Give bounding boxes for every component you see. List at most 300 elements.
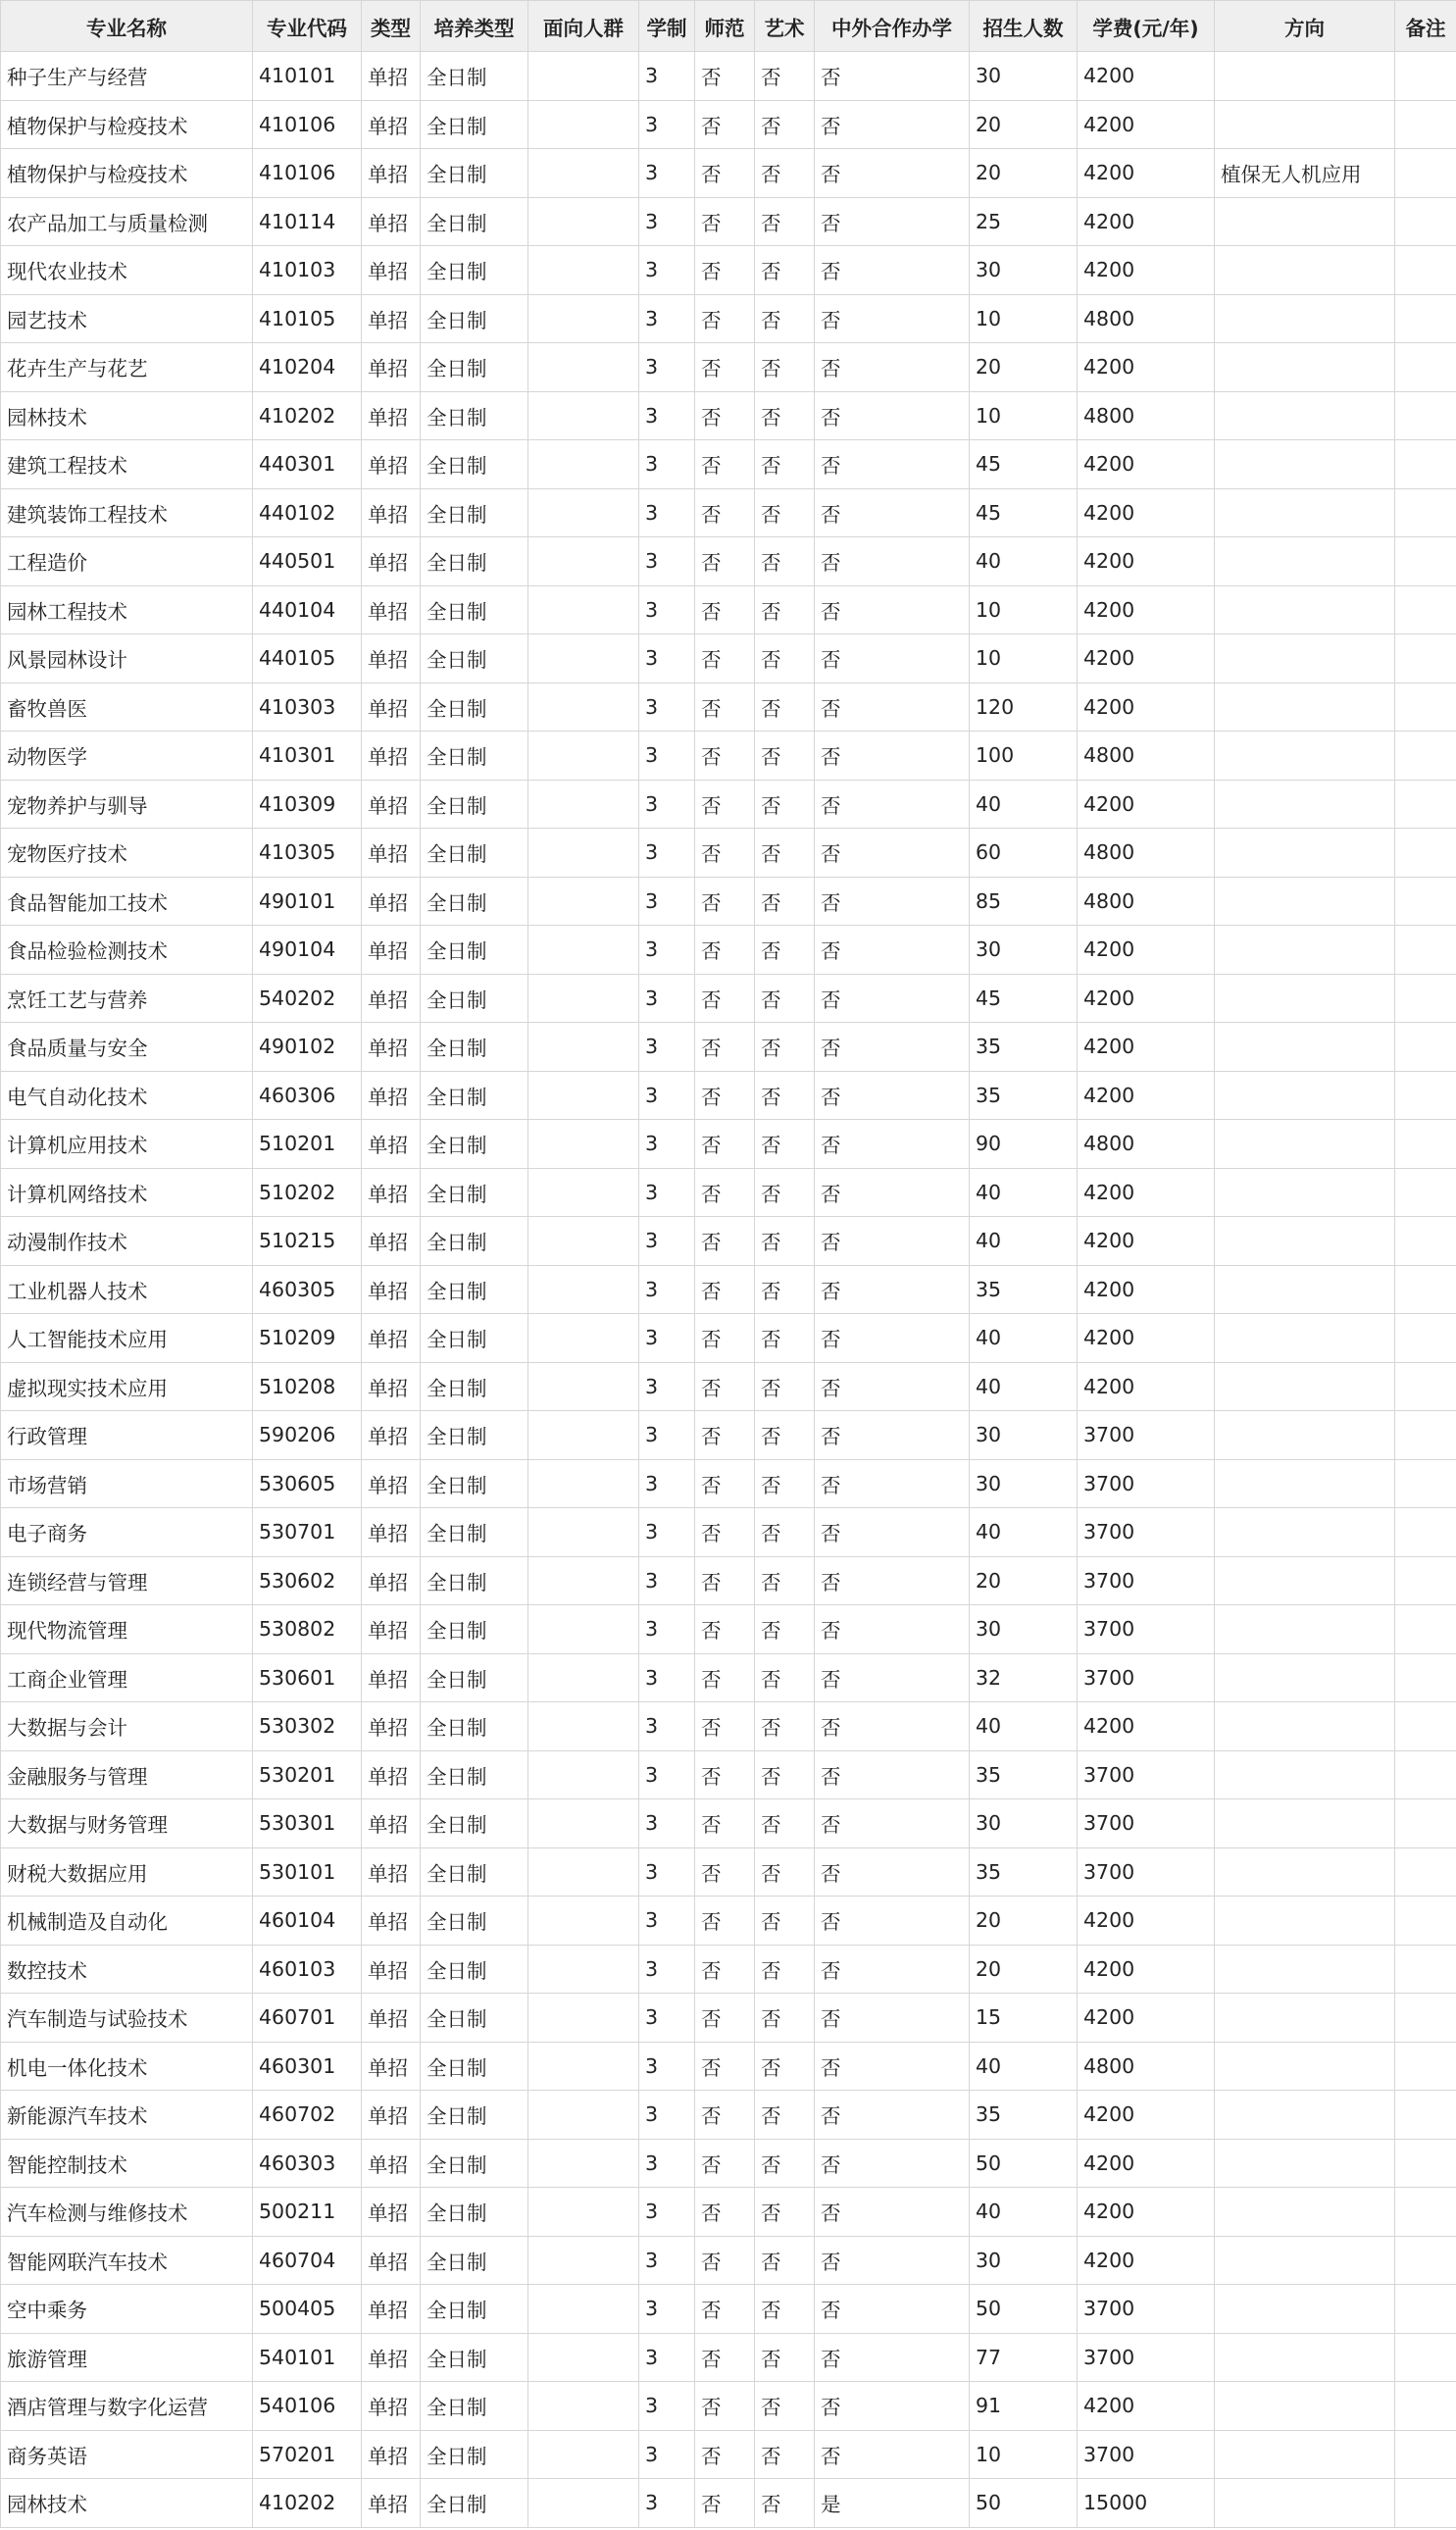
cell-major-code: 510215 [253,1217,362,1266]
cell-tuition: 4800 [1078,1120,1215,1169]
table-row [1,683,1456,732]
table-row [1,2333,1456,2382]
cell-enrollment: 35 [970,1023,1078,1072]
cell-joint-program: 否 [815,1314,970,1363]
cell-art: 否 [755,683,815,732]
cell-major-code: 410103 [253,246,362,295]
cell-major-name: 人工智能技术应用 [1,1314,253,1363]
cell-enrollment: 35 [970,1265,1078,1314]
cell-training-type: 全日制 [421,1653,528,1702]
cell-type: 单招 [362,2382,421,2431]
cell-major-name: 花卉生产与花艺 [1,343,253,392]
table-row [1,294,1456,343]
cell-direction [1215,1994,1395,2043]
cell-tuition: 4800 [1078,391,1215,440]
cell-target-group [528,343,639,392]
cell-tuition: 4200 [1078,2382,1215,2431]
table-row [1,1556,1456,1605]
cell-normal: 否 [695,488,755,537]
cell-remarks [1395,877,1456,926]
cell-normal: 否 [695,537,755,586]
header-target-group: 面向人群 [528,1,639,52]
cell-tuition: 4200 [1078,149,1215,198]
cell-training-type: 全日制 [421,683,528,732]
table-row [1,149,1456,198]
cell-type: 单招 [362,537,421,586]
cell-art: 否 [755,1750,815,1799]
cell-major-name: 食品检验检测技术 [1,926,253,975]
cell-normal: 否 [695,1411,755,1460]
cell-art: 否 [755,2430,815,2479]
cell-training-type: 全日制 [421,877,528,926]
cell-major-name: 计算机应用技术 [1,1120,253,1169]
cell-major-code: 460303 [253,2139,362,2188]
cell-major-name: 旅游管理 [1,2333,253,2382]
cell-type: 单招 [362,2285,421,2334]
cell-direction [1215,1459,1395,1508]
cell-target-group [528,1799,639,1848]
cell-art: 否 [755,1120,815,1169]
cell-normal: 否 [695,1508,755,1557]
cell-enrollment: 40 [970,1217,1078,1266]
cell-major-name: 园林技术 [1,2479,253,2528]
cell-major-name: 市场营销 [1,1459,253,1508]
cell-normal: 否 [695,100,755,149]
table-row [1,974,1456,1023]
cell-joint-program: 否 [815,1411,970,1460]
cell-major-code: 490101 [253,877,362,926]
cell-major-code: 440102 [253,488,362,537]
cell-normal: 否 [695,1653,755,1702]
cell-enrollment: 30 [970,1459,1078,1508]
cell-target-group [528,732,639,781]
cell-target-group [528,1702,639,1751]
table-row [1,1653,1456,1702]
cell-joint-program: 否 [815,1265,970,1314]
cell-remarks [1395,683,1456,732]
cell-training-type: 全日制 [421,1605,528,1654]
table-row [1,1168,1456,1217]
cell-major-code: 590206 [253,1411,362,1460]
cell-normal: 否 [695,1071,755,1120]
cell-training-type: 全日制 [421,974,528,1023]
cell-tuition: 4200 [1078,246,1215,295]
cell-major-code: 530601 [253,1653,362,1702]
cell-tuition: 15000 [1078,2479,1215,2528]
table-row [1,1605,1456,1654]
cell-type: 单招 [362,294,421,343]
cell-art: 否 [755,149,815,198]
cell-duration: 3 [639,294,695,343]
cell-training-type: 全日制 [421,149,528,198]
cell-major-code: 460701 [253,1994,362,2043]
cell-joint-program: 否 [815,1071,970,1120]
cell-duration: 3 [639,877,695,926]
cell-major-name: 金融服务与管理 [1,1750,253,1799]
cell-remarks [1395,1023,1456,1072]
cell-major-name: 虚拟现实技术应用 [1,1362,253,1411]
cell-training-type: 全日制 [421,1897,528,1946]
cell-duration: 3 [639,488,695,537]
cell-enrollment: 100 [970,732,1078,781]
table-row [1,100,1456,149]
cell-joint-program: 否 [815,2430,970,2479]
cell-enrollment: 40 [970,1314,1078,1363]
cell-type: 单招 [362,197,421,246]
cell-major-name: 食品质量与安全 [1,1023,253,1072]
cell-type: 单招 [362,391,421,440]
cell-enrollment: 20 [970,1556,1078,1605]
cell-direction [1215,974,1395,1023]
table-row [1,343,1456,392]
cell-duration: 3 [639,2091,695,2140]
cell-direction [1215,2479,1395,2528]
cell-direction [1215,100,1395,149]
table-row [1,2091,1456,2140]
cell-enrollment: 40 [970,1702,1078,1751]
table-row [1,1023,1456,1072]
header-major-code: 专业代码 [253,1,362,52]
cell-art: 否 [755,585,815,634]
cell-remarks [1395,926,1456,975]
cell-type: 单招 [362,2042,421,2091]
cell-type: 单招 [362,877,421,926]
cell-art: 否 [755,1265,815,1314]
cell-major-name: 动漫制作技术 [1,1217,253,1266]
table-row [1,1799,1456,1848]
cell-joint-program: 否 [815,1023,970,1072]
cell-joint-program: 否 [815,1217,970,1266]
cell-direction [1215,2285,1395,2334]
header-normal: 师范 [695,1,755,52]
cell-normal: 否 [695,1217,755,1266]
cell-major-name: 商务英语 [1,2430,253,2479]
cell-remarks [1395,1994,1456,2043]
cell-remarks [1395,294,1456,343]
cell-tuition: 4200 [1078,585,1215,634]
cell-duration: 3 [639,537,695,586]
table-row [1,246,1456,295]
cell-training-type: 全日制 [421,1265,528,1314]
cell-joint-program: 否 [815,100,970,149]
table-row [1,52,1456,101]
cell-target-group [528,1362,639,1411]
cell-type: 单招 [362,683,421,732]
cell-normal: 否 [695,1459,755,1508]
cell-duration: 3 [639,1847,695,1897]
cell-art: 否 [755,2333,815,2382]
cell-major-code: 440501 [253,537,362,586]
cell-joint-program: 否 [815,1508,970,1557]
cell-joint-program: 否 [815,2042,970,2091]
cell-tuition: 4200 [1078,1362,1215,1411]
cell-enrollment: 32 [970,1653,1078,1702]
cell-duration: 3 [639,1411,695,1460]
cell-training-type: 全日制 [421,2430,528,2479]
cell-art: 否 [755,488,815,537]
table-row [1,634,1456,683]
cell-art: 否 [755,926,815,975]
cell-target-group [528,2042,639,2091]
table-body [1,52,1456,2528]
cell-normal: 否 [695,52,755,101]
cell-art: 否 [755,1217,815,1266]
cell-major-code: 460301 [253,2042,362,2091]
cell-direction [1215,2188,1395,2237]
cell-target-group [528,1168,639,1217]
cell-major-code: 530101 [253,1847,362,1897]
cell-target-group [528,1994,639,2043]
cell-art: 否 [755,52,815,101]
cell-major-code: 410202 [253,391,362,440]
cell-major-code: 530605 [253,1459,362,1508]
cell-joint-program: 否 [815,974,970,1023]
cell-joint-program: 否 [815,391,970,440]
cell-type: 单招 [362,1168,421,1217]
cell-enrollment: 50 [970,2285,1078,2334]
cell-target-group [528,2091,639,2140]
cell-training-type: 全日制 [421,1459,528,1508]
cell-tuition: 3700 [1078,1556,1215,1605]
cell-normal: 否 [695,1847,755,1897]
cell-direction [1215,537,1395,586]
cell-tuition: 3700 [1078,1653,1215,1702]
cell-normal: 否 [695,877,755,926]
cell-art: 否 [755,829,815,878]
cell-joint-program: 否 [815,2188,970,2237]
cell-type: 单招 [362,585,421,634]
cell-remarks [1395,197,1456,246]
cell-direction [1215,829,1395,878]
cell-art: 否 [755,100,815,149]
cell-direction [1215,732,1395,781]
table-row [1,1702,1456,1751]
cell-target-group [528,246,639,295]
cell-remarks [1395,100,1456,149]
cell-remarks [1395,1945,1456,1994]
cell-remarks [1395,1605,1456,1654]
cell-joint-program: 否 [815,1459,970,1508]
cell-normal: 否 [695,246,755,295]
cell-art: 否 [755,1847,815,1897]
cell-major-name: 风景园林设计 [1,634,253,683]
cell-major-name: 种子生产与经营 [1,52,253,101]
cell-remarks [1395,1265,1456,1314]
cell-normal: 否 [695,732,755,781]
cell-major-code: 410114 [253,197,362,246]
cell-target-group [528,488,639,537]
cell-training-type: 全日制 [421,488,528,537]
cell-tuition: 4200 [1078,1897,1215,1946]
cell-major-name: 机电一体化技术 [1,2042,253,2091]
cell-remarks [1395,1071,1456,1120]
cell-major-name: 智能网联汽车技术 [1,2236,253,2285]
cell-target-group [528,2382,639,2431]
cell-duration: 3 [639,1702,695,1751]
cell-remarks [1395,2285,1456,2334]
cell-enrollment: 45 [970,440,1078,489]
cell-direction [1215,52,1395,101]
cell-type: 单招 [362,1994,421,2043]
cell-direction [1215,1945,1395,1994]
cell-major-name: 电气自动化技术 [1,1071,253,1120]
cell-enrollment: 25 [970,197,1078,246]
cell-major-name: 数控技术 [1,1945,253,1994]
cell-target-group [528,1556,639,1605]
table-row [1,2042,1456,2091]
cell-art: 否 [755,1071,815,1120]
cell-normal: 否 [695,585,755,634]
cell-major-code: 530802 [253,1605,362,1654]
cell-remarks [1395,2479,1456,2528]
cell-duration: 3 [639,1314,695,1363]
cell-type: 单招 [362,2188,421,2237]
table-row [1,391,1456,440]
cell-joint-program: 否 [815,1945,970,1994]
cell-duration: 3 [639,197,695,246]
cell-training-type: 全日制 [421,2285,528,2334]
cell-target-group [528,829,639,878]
cell-art: 否 [755,1508,815,1557]
cell-target-group [528,877,639,926]
cell-duration: 3 [639,246,695,295]
cell-type: 单招 [362,1702,421,1751]
table-row [1,780,1456,829]
cell-major-code: 510202 [253,1168,362,1217]
cell-major-code: 530602 [253,1556,362,1605]
cell-target-group [528,1459,639,1508]
cell-enrollment: 91 [970,2382,1078,2431]
header-direction: 方向 [1215,1,1395,52]
header-remarks: 备注 [1395,1,1456,52]
cell-tuition: 4200 [1078,683,1215,732]
cell-major-name: 新能源汽车技术 [1,2091,253,2140]
cell-enrollment: 40 [970,1362,1078,1411]
cell-target-group [528,2188,639,2237]
cell-target-group [528,1847,639,1897]
cell-training-type: 全日制 [421,2139,528,2188]
cell-joint-program: 否 [815,1168,970,1217]
cell-normal: 否 [695,2236,755,2285]
table-row [1,1508,1456,1557]
cell-joint-program: 否 [815,1994,970,2043]
cell-joint-program: 否 [815,2285,970,2334]
cell-remarks [1395,440,1456,489]
cell-major-code: 570201 [253,2430,362,2479]
cell-enrollment: 30 [970,926,1078,975]
cell-tuition: 4800 [1078,829,1215,878]
cell-type: 单招 [362,1217,421,1266]
cell-enrollment: 10 [970,391,1078,440]
cell-major-code: 490104 [253,926,362,975]
cell-normal: 否 [695,1994,755,2043]
cell-direction [1215,2236,1395,2285]
cell-tuition: 3700 [1078,1605,1215,1654]
cell-joint-program: 否 [815,926,970,975]
cell-joint-program: 否 [815,1653,970,1702]
cell-target-group [528,974,639,1023]
cell-remarks [1395,829,1456,878]
cell-enrollment: 30 [970,1799,1078,1848]
cell-tuition: 3700 [1078,1508,1215,1557]
cell-major-name: 行政管理 [1,1411,253,1460]
cell-joint-program: 否 [815,2236,970,2285]
cell-target-group [528,1605,639,1654]
table-row [1,1362,1456,1411]
cell-enrollment: 35 [970,2091,1078,2140]
cell-enrollment: 35 [970,1750,1078,1799]
cell-type: 单招 [362,1945,421,1994]
cell-major-code: 410303 [253,683,362,732]
cell-remarks [1395,1556,1456,1605]
cell-joint-program: 否 [815,2091,970,2140]
cell-major-name: 汽车制造与试验技术 [1,1994,253,2043]
cell-enrollment: 20 [970,1945,1078,1994]
cell-major-code: 440104 [253,585,362,634]
cell-tuition: 4200 [1078,1023,1215,1072]
cell-target-group [528,100,639,149]
cell-joint-program: 否 [815,294,970,343]
cell-type: 单招 [362,732,421,781]
cell-normal: 否 [695,1702,755,1751]
cell-remarks [1395,2236,1456,2285]
cell-normal: 否 [695,1362,755,1411]
cell-direction [1215,683,1395,732]
cell-major-code: 410101 [253,52,362,101]
cell-joint-program: 否 [815,829,970,878]
cell-type: 单招 [362,1314,421,1363]
cell-art: 否 [755,197,815,246]
cell-training-type: 全日制 [421,634,528,683]
cell-tuition: 4200 [1078,343,1215,392]
cell-major-code: 410305 [253,829,362,878]
cell-type: 单招 [362,440,421,489]
cell-type: 单招 [362,780,421,829]
cell-duration: 3 [639,2479,695,2528]
cell-art: 否 [755,1023,815,1072]
cell-training-type: 全日制 [421,1217,528,1266]
cell-major-name: 食品智能加工技术 [1,877,253,926]
cell-normal: 否 [695,2139,755,2188]
cell-training-type: 全日制 [421,732,528,781]
cell-training-type: 全日制 [421,2479,528,2528]
cell-enrollment: 30 [970,1411,1078,1460]
cell-remarks [1395,1120,1456,1169]
cell-target-group [528,2430,639,2479]
cell-direction [1215,1314,1395,1363]
cell-training-type: 全日制 [421,1411,528,1460]
cell-normal: 否 [695,2479,755,2528]
cell-type: 单招 [362,1750,421,1799]
cell-art: 否 [755,1897,815,1946]
cell-joint-program: 否 [815,440,970,489]
cell-training-type: 全日制 [421,197,528,246]
cell-remarks [1395,488,1456,537]
cell-training-type: 全日制 [421,1120,528,1169]
cell-art: 否 [755,1459,815,1508]
table-row [1,1411,1456,1460]
cell-training-type: 全日制 [421,1994,528,2043]
cell-duration: 3 [639,1120,695,1169]
cell-tuition: 4200 [1078,1994,1215,2043]
cell-enrollment: 60 [970,829,1078,878]
cell-normal: 否 [695,683,755,732]
cell-remarks [1395,391,1456,440]
cell-art: 否 [755,2479,815,2528]
table-row [1,1750,1456,1799]
cell-tuition: 4200 [1078,537,1215,586]
cell-enrollment: 45 [970,488,1078,537]
